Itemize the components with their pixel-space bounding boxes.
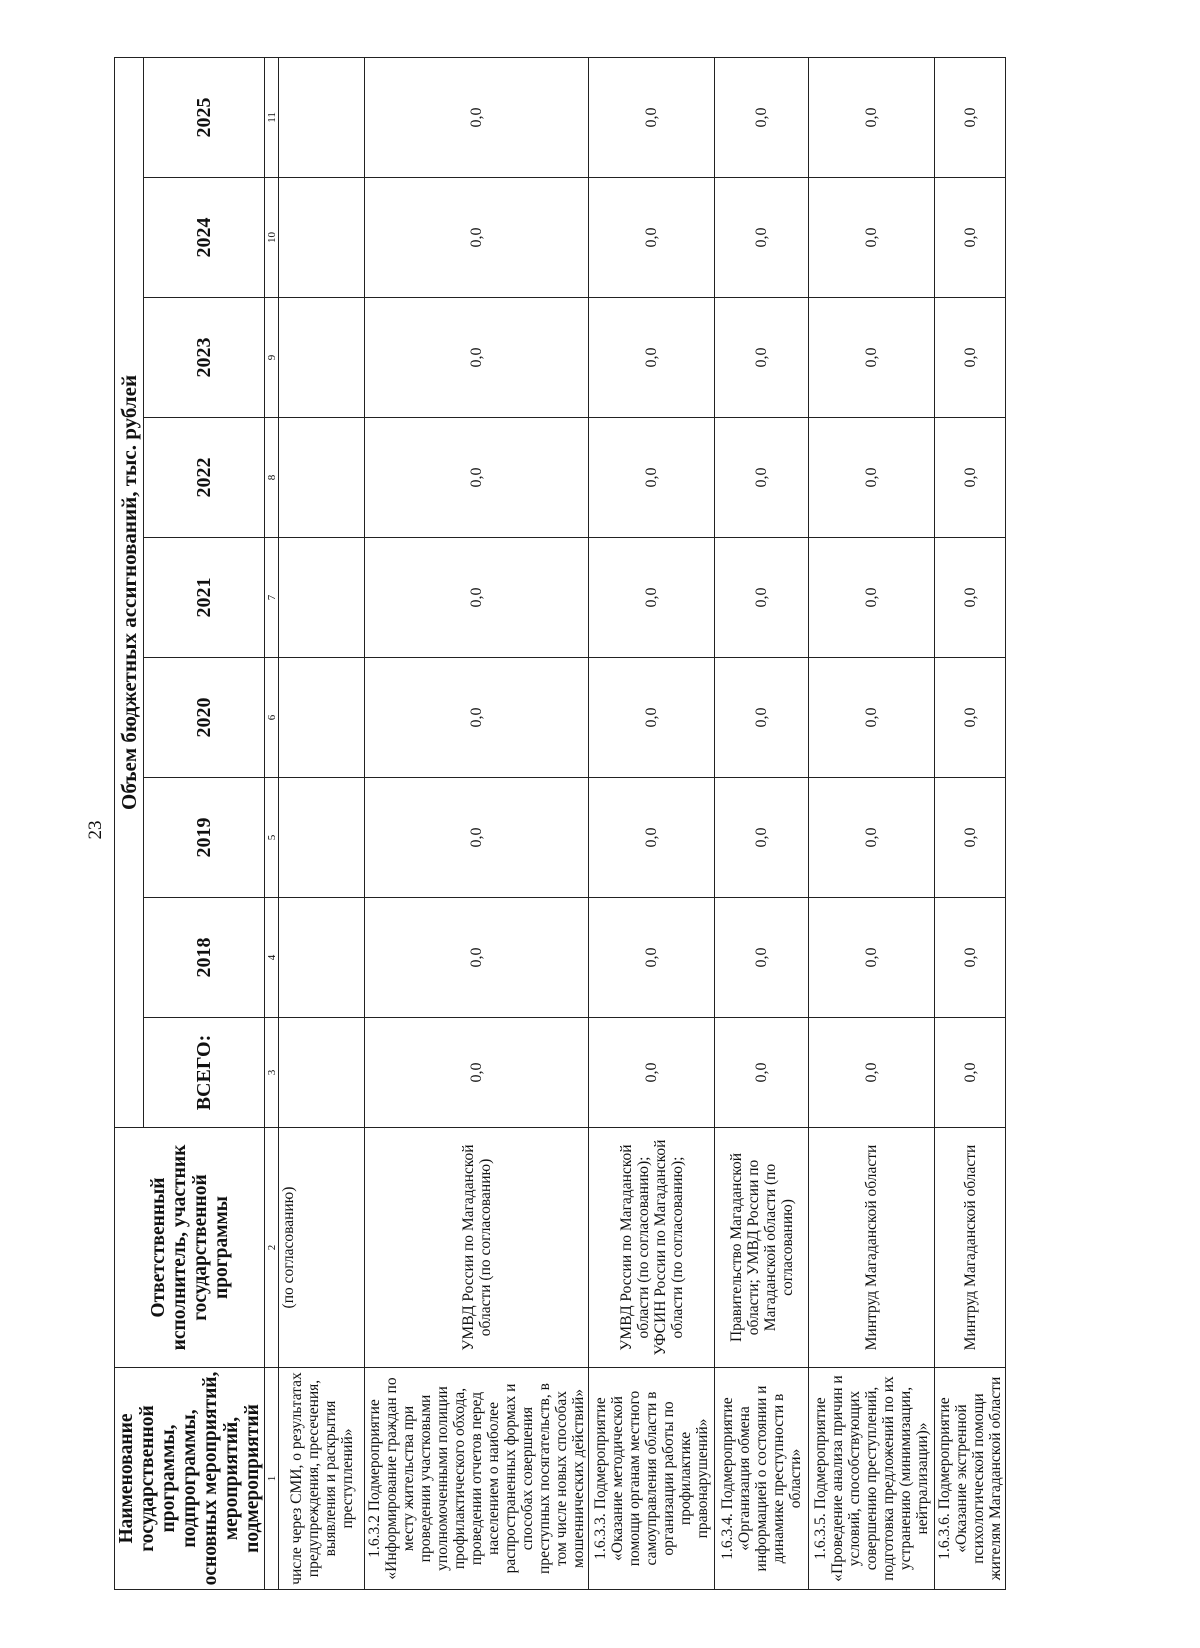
header-year: 2023 bbox=[144, 298, 265, 418]
header-year: 2022 bbox=[144, 418, 265, 538]
value-cell: 0,0 bbox=[935, 418, 1006, 538]
row-executor: Правительство Магаданской области; УМВД России по Магаданской области (по согласованию) bbox=[715, 1128, 809, 1368]
column-number: 6 bbox=[265, 658, 279, 778]
header-year: 2021 bbox=[144, 538, 265, 658]
value-cell: 0,0 bbox=[365, 298, 589, 418]
value-cell: 0,0 bbox=[935, 538, 1006, 658]
value-cell: 0,0 bbox=[589, 1018, 715, 1128]
header-year: 2018 bbox=[144, 898, 265, 1018]
value-cell: 0,0 bbox=[935, 178, 1006, 298]
table-row bbox=[809, 57, 935, 1589]
value-cell: 0,0 bbox=[715, 1018, 809, 1128]
header-year: 2025 bbox=[144, 57, 265, 177]
value-cell: 0,0 bbox=[809, 778, 935, 898]
value-cell: 0,0 bbox=[365, 538, 589, 658]
row-executor: УМВД России по Магаданской области (по согласованию) bbox=[365, 1128, 589, 1368]
value-cell: 0,0 bbox=[715, 178, 809, 298]
column-number: 11 bbox=[265, 57, 279, 177]
value-cell: 0,0 bbox=[715, 778, 809, 898]
header-year: 2024 bbox=[144, 178, 265, 298]
value-cell bbox=[279, 898, 365, 1018]
column-number: 9 bbox=[265, 298, 279, 418]
value-cell: 0,0 bbox=[809, 298, 935, 418]
value-cell: 0,0 bbox=[589, 658, 715, 778]
value-cell: 0,0 bbox=[809, 178, 935, 298]
column-number: 4 bbox=[265, 898, 279, 1018]
value-cell bbox=[279, 178, 365, 298]
table-row bbox=[589, 57, 715, 1589]
header-executor: Ответственный исполнитель, участник государственной программы bbox=[115, 1128, 265, 1368]
column-number: 2 bbox=[265, 1128, 279, 1368]
value-cell: 0,0 bbox=[589, 538, 715, 658]
row-executor: Минтруд Магаданской области bbox=[809, 1128, 935, 1368]
value-cell bbox=[279, 658, 365, 778]
value-cell: 0,0 bbox=[365, 418, 589, 538]
value-cell: 0,0 bbox=[365, 778, 589, 898]
value-cell bbox=[279, 298, 365, 418]
value-cell: 0,0 bbox=[715, 898, 809, 1018]
value-cell: 0,0 bbox=[589, 298, 715, 418]
row-executor: УМВД России по Магаданской области (по согласованию); УФСИН России по Магаданской области (по согласованию); bbox=[589, 1128, 715, 1368]
column-number: 10 bbox=[265, 178, 279, 298]
column-number: 7 bbox=[265, 538, 279, 658]
value-cell: 0,0 bbox=[809, 1018, 935, 1128]
value-cell: 0,0 bbox=[365, 57, 589, 177]
row-executor: Минтруд Магаданской области bbox=[935, 1128, 1006, 1368]
header-budget: Объем бюджетных ассигнований, тыс. рублей bbox=[115, 57, 144, 1127]
header-year: 2020 bbox=[144, 658, 265, 778]
value-cell: 0,0 bbox=[935, 298, 1006, 418]
budget-table bbox=[114, 57, 1006, 1590]
table-row bbox=[279, 57, 365, 1589]
table-row bbox=[365, 57, 589, 1589]
header-total: ВСЕГО: bbox=[144, 1018, 265, 1128]
row-executor: (по согласованию) bbox=[279, 1128, 365, 1368]
value-cell: 0,0 bbox=[589, 778, 715, 898]
row-name: 1.6.3.4. Подмероприятие «Организация обмена информацией о состоянии и динамике преступности в области» bbox=[715, 1368, 809, 1590]
value-cell: 0,0 bbox=[935, 898, 1006, 1018]
rotated-table-container bbox=[114, 58, 1018, 1590]
value-cell: 0,0 bbox=[935, 778, 1006, 898]
value-cell: 0,0 bbox=[589, 57, 715, 177]
value-cell bbox=[279, 538, 365, 658]
value-cell: 0,0 bbox=[935, 1018, 1006, 1128]
value-cell: 0,0 bbox=[365, 178, 589, 298]
value-cell: 0,0 bbox=[365, 658, 589, 778]
column-number: 3 bbox=[265, 1018, 279, 1128]
value-cell: 0,0 bbox=[935, 658, 1006, 778]
value-cell bbox=[279, 57, 365, 177]
row-name: 1.6.3.2 Подмероприятие «Информирование граждан по месту жительства при проведении участковыми уполномоченными полиции профилактического обхода, проведении отчетов перед населением о наиболее распространенных формах и способах совершения преступных посягательств, в том числе новых способах мошеннических действий» bbox=[365, 1368, 589, 1590]
value-cell: 0,0 bbox=[715, 418, 809, 538]
header-name: Наименование государственной программы, подпрограммы, основных мероприятий, мероприятий, подмероприятий bbox=[115, 1368, 265, 1590]
column-number: 1 bbox=[265, 1368, 279, 1590]
value-cell bbox=[279, 418, 365, 538]
row-name: 1.6.3.6. Подмероприятие «Оказание экстренной психологической помощи жителям Магаданской области bbox=[935, 1368, 1006, 1590]
value-cell: 0,0 bbox=[809, 658, 935, 778]
value-cell: 0,0 bbox=[809, 898, 935, 1018]
column-number: 8 bbox=[265, 418, 279, 538]
value-cell: 0,0 bbox=[809, 538, 935, 658]
value-cell: 0,0 bbox=[589, 178, 715, 298]
value-cell: 0,0 bbox=[589, 418, 715, 538]
value-cell: 0,0 bbox=[715, 658, 809, 778]
value-cell: 0,0 bbox=[715, 298, 809, 418]
value-cell: 0,0 bbox=[715, 57, 809, 177]
column-number: 5 bbox=[265, 778, 279, 898]
header-year: 2019 bbox=[144, 778, 265, 898]
value-cell: 0,0 bbox=[365, 898, 589, 1018]
value-cell bbox=[279, 778, 365, 898]
row-name: числе через СМИ, о результатах предупреждения, пресечения, выявления и раскрытия преступлений» bbox=[279, 1368, 365, 1590]
table-row bbox=[935, 57, 1006, 1589]
table-row bbox=[715, 57, 809, 1589]
row-name: 1.6.3.3. Подмероприятие «Оказание методической помощи органам местного самоуправления области в организации работы по профилактике правонарушений» bbox=[589, 1368, 715, 1590]
page-number: 23 bbox=[85, 820, 106, 840]
row-name: 1.6.3.5. Подмероприятие «Проведение анализа причин и условий, способствующих совершению преступлений, подготовка предложений по их устранению (минимизации, нейтрализации)» bbox=[809, 1368, 935, 1590]
value-cell: 0,0 bbox=[589, 898, 715, 1018]
value-cell: 0,0 bbox=[715, 538, 809, 658]
value-cell bbox=[279, 1018, 365, 1128]
value-cell: 0,0 bbox=[365, 1018, 589, 1128]
value-cell: 0,0 bbox=[809, 418, 935, 538]
value-cell: 0,0 bbox=[935, 57, 1006, 177]
value-cell: 0,0 bbox=[809, 57, 935, 177]
